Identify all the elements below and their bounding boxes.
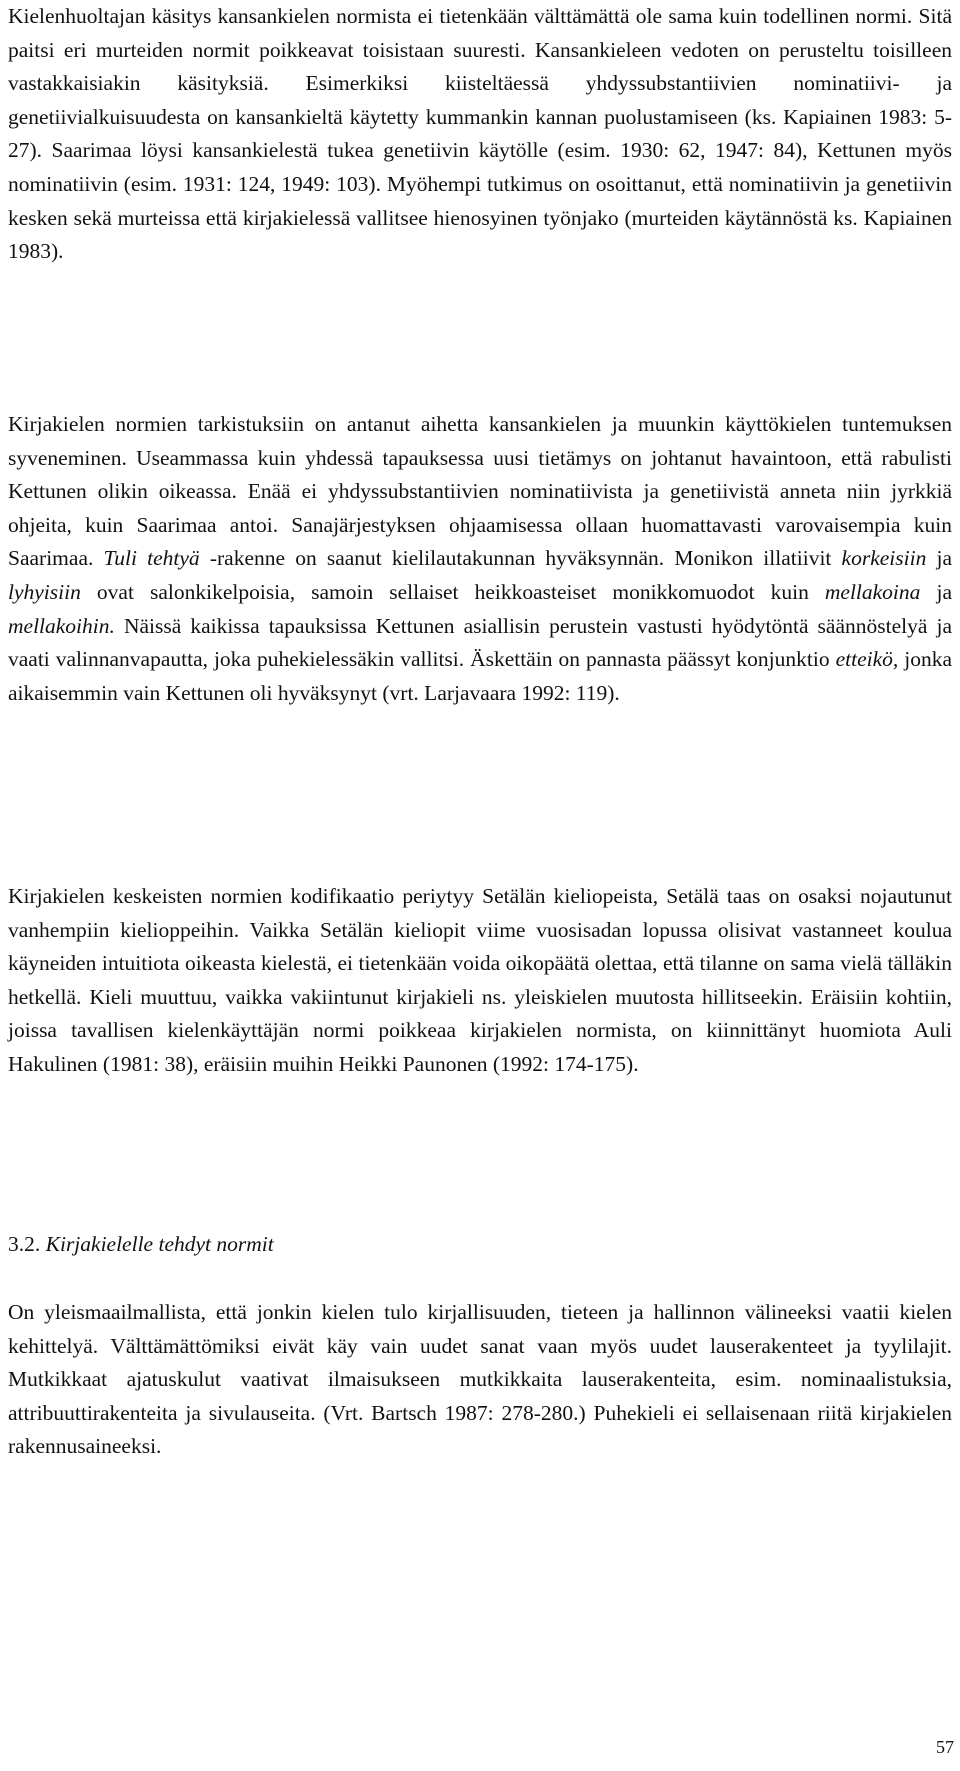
paragraph-2-text: Näissä kaikissa tapauksissa Kettunen asiallisin perustein vastusti hyödytöntä säännöstelyä ja vaati valinnanvapautta, joka puhekielessäkin vallitsi. Äskettäin on pannasta päässyt konjunktio (8, 613, 952, 672)
paragraph-2-text: ovat salonkikelpoisia, samoin sellaiset heikkoasteiset monikkomuodot kuin (96, 579, 809, 604)
italic-term: mellakoihin. (8, 613, 115, 638)
paragraph-2-text: -rakenne on saanut kielilautakunnan hyväksynnän. Monikon illatiivit (209, 546, 832, 571)
italic-term: Tuli tehtyä (103, 546, 200, 571)
paragraph-2-text: ja (936, 579, 952, 604)
paragraph-4: On yleismaailmallista, että jonkin kielen tulo kirjallisuuden, tieteen ja hallinnon välineeksi vaatii kielen kehittelyä. Välttämättömiksi eivät käy vain uudet sanat vaan myös uudet lauserakenteet ja tyylilajit. Mutkikkaat ajatuskulut vaativat ilmaisukseen mutkikkaita lauserakenteita, esim. nominaalistuksia, attribuuttirakenteita ja sivulauseita. (Vrt. Bartsch 1987: 278-280.) Puhekieli ei sellaisenaan riitä kirjakielen rakennusaineeksi. (8, 1300, 952, 1459)
section-number: 3.2. (8, 1232, 41, 1256)
paragraph-2-text: jonka aikaisemmin vain Kettunen oli hyväksynyt (vrt. Larjavaara 1992: 119). (8, 647, 953, 705)
page-number: 57 (936, 1737, 954, 1757)
section-heading (8, 1228, 274, 1262)
italic-term: lyhyisiin (8, 579, 81, 604)
paragraph-3: Kirjakielen keskeisten normien kodifikaatio periytyy Setälän kieliopeista, Setälä taas on osaksi nojautunut vanhempiin kielioppeihin. Vaikka Setälän kieliopit viime vuosisadan lopussa olisivat vastanneet koulua käyneiden intuitiota oikeasta kielestä, ei tietenkään voida oikopäätä olettaa, että tilanne on sama vielä tälläkin hetkellä. Kieli muuttuu, vaikka vakiintunut kirjakieli ns. yleiskielen muutosta hillitseekin. Eräisiin kohtiin, joissa tavallisen kielenkäyttäjän normi poikkeaa kirjakielen normista, on kiinnittänyt huomiota Auli Hakulinen (1981: 38), eräisiin muihin Heikki Paunonen (1992: 174-175). (8, 884, 952, 1076)
italic-term: korkeisiin (841, 546, 927, 571)
paragraph-2-text: ja (936, 546, 953, 571)
paragraph-1: Kielenhuoltajan käsitys kansankielen normista ei tietenkään välttämättä ole sama kuin todellinen normi. Sitä paitsi eri murteiden normit poikkeavat toisistaan suuresti. Kansankieleen vedoten on perusteltu toisilleen vastakkaisiakin käsityksiä. Esimerkiksi kiisteltäessä yhdyssubstantiivien nominatiivi- ja genetiivialkuisuudesta on kansankieltä käytetty kummankin kannan puolustamiseen (ks. Kapiainen 1983: 5-27). Saarimaa löysi kansankielestä tukea genetiivin käytölle (esim. 1930: 62, 1947: 84), Kettunen myös nominatiivin (esim. 1931: 124, 1949: 103). Myöhempi tutkimus on osoittanut, että nominatiivin ja genetiivin kesken sekä murteissa että kirjakielessä vallitsee hienosyinen työnjako (murteiden käytännöstä ks. Kapiainen 1983). (8, 4, 952, 264)
paragraph-2 (8, 408, 952, 710)
italic-term: mellakoina (824, 579, 921, 604)
paragraph-2-text: Kirjakielen normien tarkistuksiin on antanut aihetta kansankielen ja muunkin käyttökielen tuntemuksen syveneminen. Useammassa kuin yhdessä tapauksessa uusi tietämys on johtanut havaintoon, että rabulisti Kettunen olikin oikeassa. Enää ei yhdyssubstantiivien nominatiivista ja genetiivistä anneta niin jyrkkiä ohjeita, kuin Saarimaa antoi. Sanajärjestyksen ohjaamisessa ollaan huomattavasti varovaisempia kuin Saarimaa. (8, 412, 952, 571)
italic-term: etteikö, (835, 647, 899, 672)
section-title: Kirjakielelle tehdyt normit (45, 1232, 274, 1256)
